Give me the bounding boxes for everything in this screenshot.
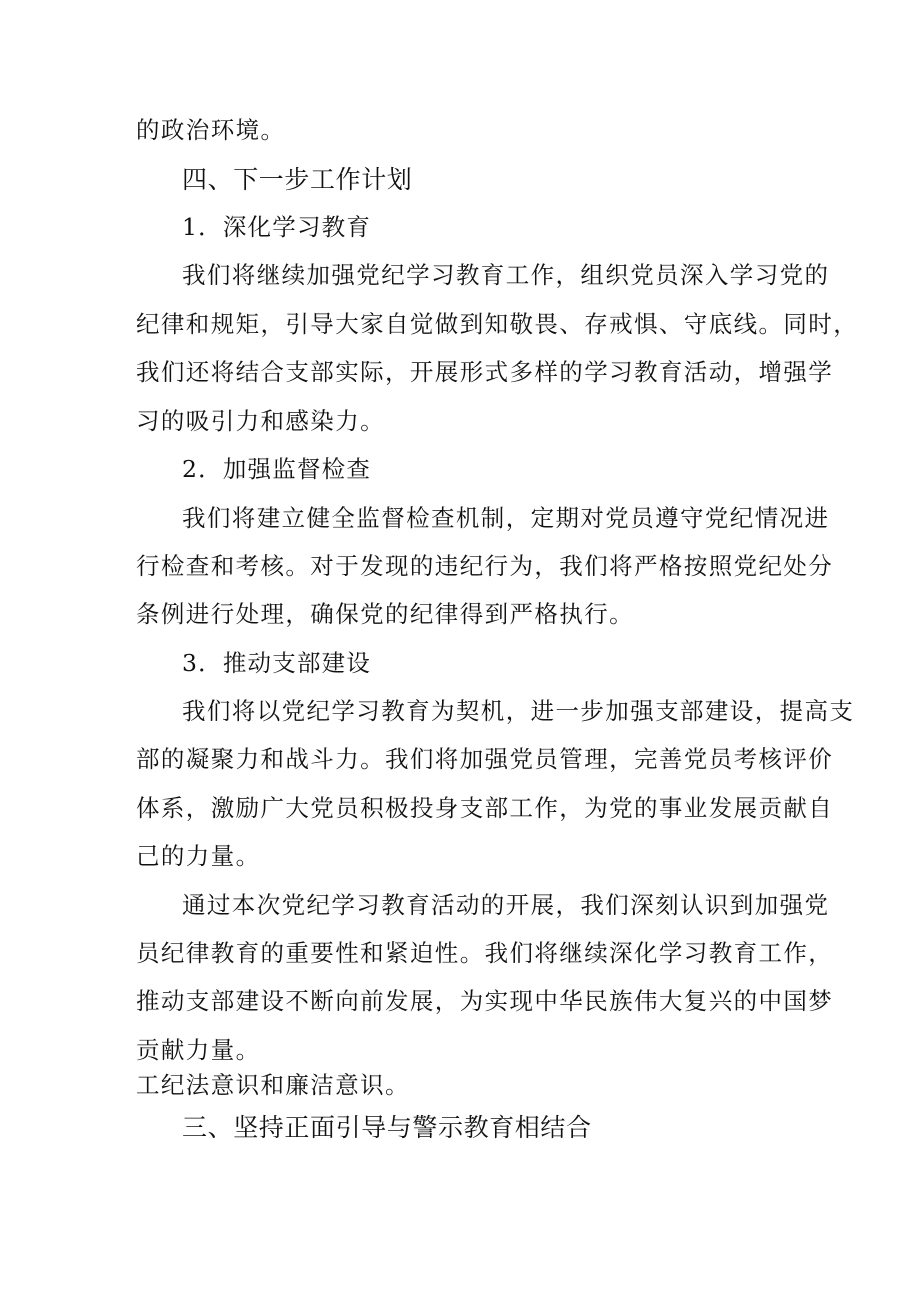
paragraph-line: 我们将继续加强党纪学习教育工作，组织党员深入学习党的 <box>182 261 830 289</box>
paragraph-line: 行检查和考核。对于发现的违纪行为，我们将严格按照党纪处分 <box>136 552 834 580</box>
paragraph-line: 部的凝聚力和战斗力。我们将加强党员管理，完善党员考核评价 <box>136 745 834 773</box>
text-line-continuation: 的政治环境。 <box>136 116 286 144</box>
paragraph-line: 条例进行处理，确保党的纪律得到严格执行。 <box>136 600 634 628</box>
section-heading-next-steps: 四、下一步工作计划 <box>182 165 413 194</box>
paragraph-line: 习的吸引力和感染力。 <box>136 407 385 435</box>
subheading-deepen-study: 1．深化学习教育 <box>182 213 372 241</box>
paragraph-line: 通过本次党纪学习教育活动的开展，我们深刻认识到加强党 <box>182 891 830 919</box>
paragraph-line-fragment: 工纪法意识和廉洁意识。 <box>136 1071 410 1099</box>
paragraph-line: 己的力量。 <box>136 842 261 870</box>
paragraph-line: 我们还将结合支部实际，开展形式多样的学习教育活动，增强学 <box>136 358 834 386</box>
paragraph-line: 员纪律教育的重要性和紧迫性。我们将继续深化学习教育工作， <box>136 939 834 967</box>
paragraph-line: 贡献力量。 <box>136 1036 261 1064</box>
paragraph-line: 推动支部建设不断向前发展，为实现中华民族伟大复兴的中国梦 <box>136 987 834 1015</box>
subheading-branch-building: 3．推动支部建设 <box>182 649 372 677</box>
paragraph-line: 我们将以党纪学习教育为契机，进一步加强支部建设，提高支 <box>182 697 855 725</box>
paragraph-line: 纪律和规矩，引导大家自觉做到知敬畏、存戒惧、守底线。同时， <box>136 310 859 338</box>
paragraph-line: 体系，激励广大党员积极投身支部工作，为党的事业发展贡献自 <box>136 794 834 822</box>
paragraph-line: 我们将建立健全监督检查机制，定期对党员遵守党纪情况进 <box>182 504 830 532</box>
section-heading-guidance-warning: 三、坚持正面引导与警示教育相结合 <box>182 1113 592 1142</box>
subheading-supervision: 2．加强监督检查 <box>182 455 372 483</box>
